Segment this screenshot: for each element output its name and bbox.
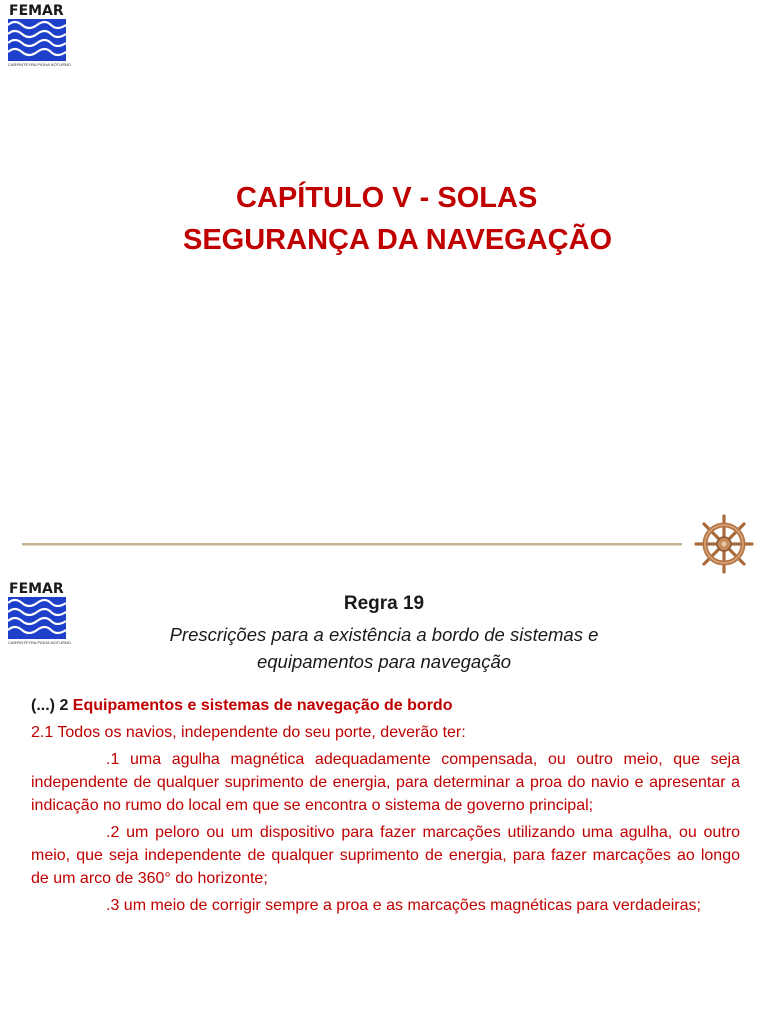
logo-brand-text: FEMAR (9, 3, 64, 19)
section-heading (31, 694, 740, 717)
femar-logo (8, 4, 70, 67)
rule-body (31, 694, 740, 921)
rule-subtitle: Prescrições para a existência a bordo de sistemas e equipamentos para navegação (169, 624, 599, 672)
rule-title: Regra 19 (343, 593, 425, 614)
ship-wheel-icon (692, 514, 756, 574)
logo-tagline: CARPINTEYRA PIGHA NOTURNO (8, 62, 71, 67)
list-item: .3 um meio de corrigir sempre a proa e as marcações magnéticas para verdadeiras; (106, 897, 701, 914)
waves-icon (8, 19, 66, 61)
slide-divider (22, 543, 682, 546)
list-item: .2 um peloro ou um dispositivo para fazer marcações utilizando uma agulha, ou outro meio, que seja independente de qualquer suprimento de energia, para fazer marcações ao longo de um arco de 360° do horizonte; (31, 824, 740, 887)
section-heading-text: Equipamentos e sistemas de navegação de bordo (72, 697, 453, 714)
title-line-1: CAPÍTULO V - SOLAS (236, 182, 538, 214)
title-line-2: SEGURANÇA DA NAVEGAÇÃO (183, 224, 613, 256)
logo-tagline: CARPINTEYRA PIGHA NOTURNO (8, 640, 71, 645)
section-intro: 2.1 Todos os navios, independente do seu porte, deverão ter: (31, 724, 466, 741)
section-prefix: (...) 2 (31, 697, 69, 714)
list-item: .1 uma agulha magnética adequadamente compensada, ou outro meio, que seja independente de qualquer suprimento de energia, para determinar a proa do navio e apresentar a indicação no rumo do local em que se encontra o sistema de governo principal; (31, 751, 740, 814)
logo-brand-text: FEMAR (9, 581, 64, 597)
